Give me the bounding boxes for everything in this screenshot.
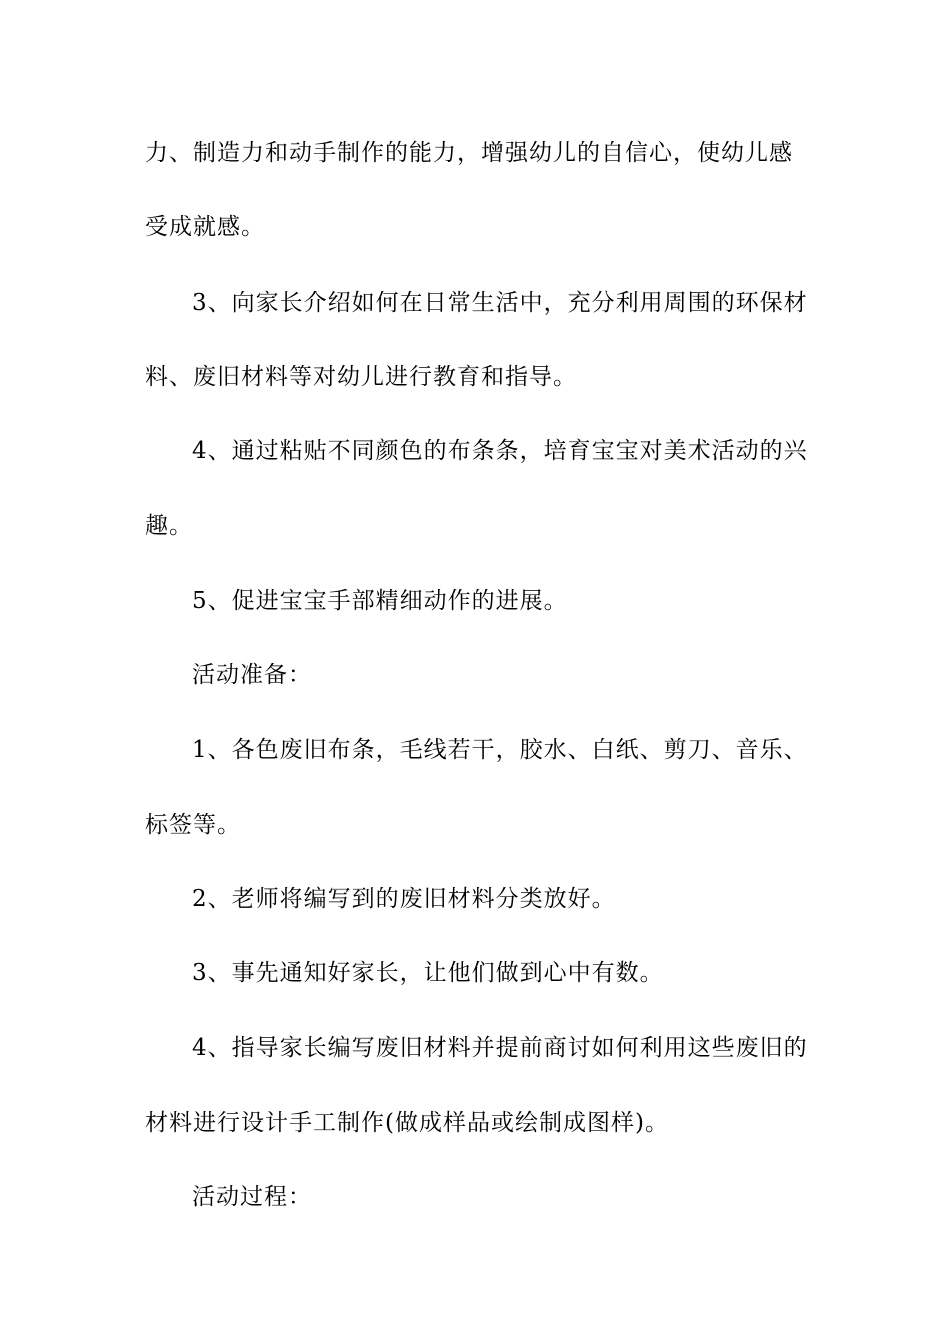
list-item-4-line-1: 4、通过粘贴不同颜色的布条条，培育宝宝对美术活动的兴 [192,438,808,464]
list-item-3-line-2: 料、废旧材料等对幼儿进行教育和指导。 [145,364,577,390]
prep-item-4-line-2: 材料进行设计手工制作(做成样品或绘制成图样)。 [145,1110,669,1136]
prep-item-1-line-2: 标签等。 [145,812,241,838]
section-heading-process: 活动过程： [192,1184,312,1210]
prep-item-2: 2、老师将编写到的废旧材料分类放好。 [192,886,616,912]
prep-item-4-line-1: 4、指导家长编写废旧材料并提前商讨如何利用这些废旧的 [192,1035,808,1061]
text-line: 受成就感。 [145,214,265,240]
prep-item-3: 3、事先通知好家长，让他们做到心中有数。 [192,960,664,986]
section-heading-preparation: 活动准备： [192,662,312,688]
prep-item-1-line-1: 1、各色废旧布条，毛线若干，胶水、白纸、剪刀、音乐、 [192,737,808,763]
list-item-3-line-1: 3、向家长介绍如何在日常生活中，充分利用周围的环保材 [192,290,808,316]
list-item-4-line-2: 趣。 [145,513,193,539]
list-item-5: 5、促进宝宝手部精细动作的进展。 [192,588,568,614]
text-line: 力、制造力和动手制作的能力，增强幼儿的自信心，使幼儿感 [145,140,793,166]
